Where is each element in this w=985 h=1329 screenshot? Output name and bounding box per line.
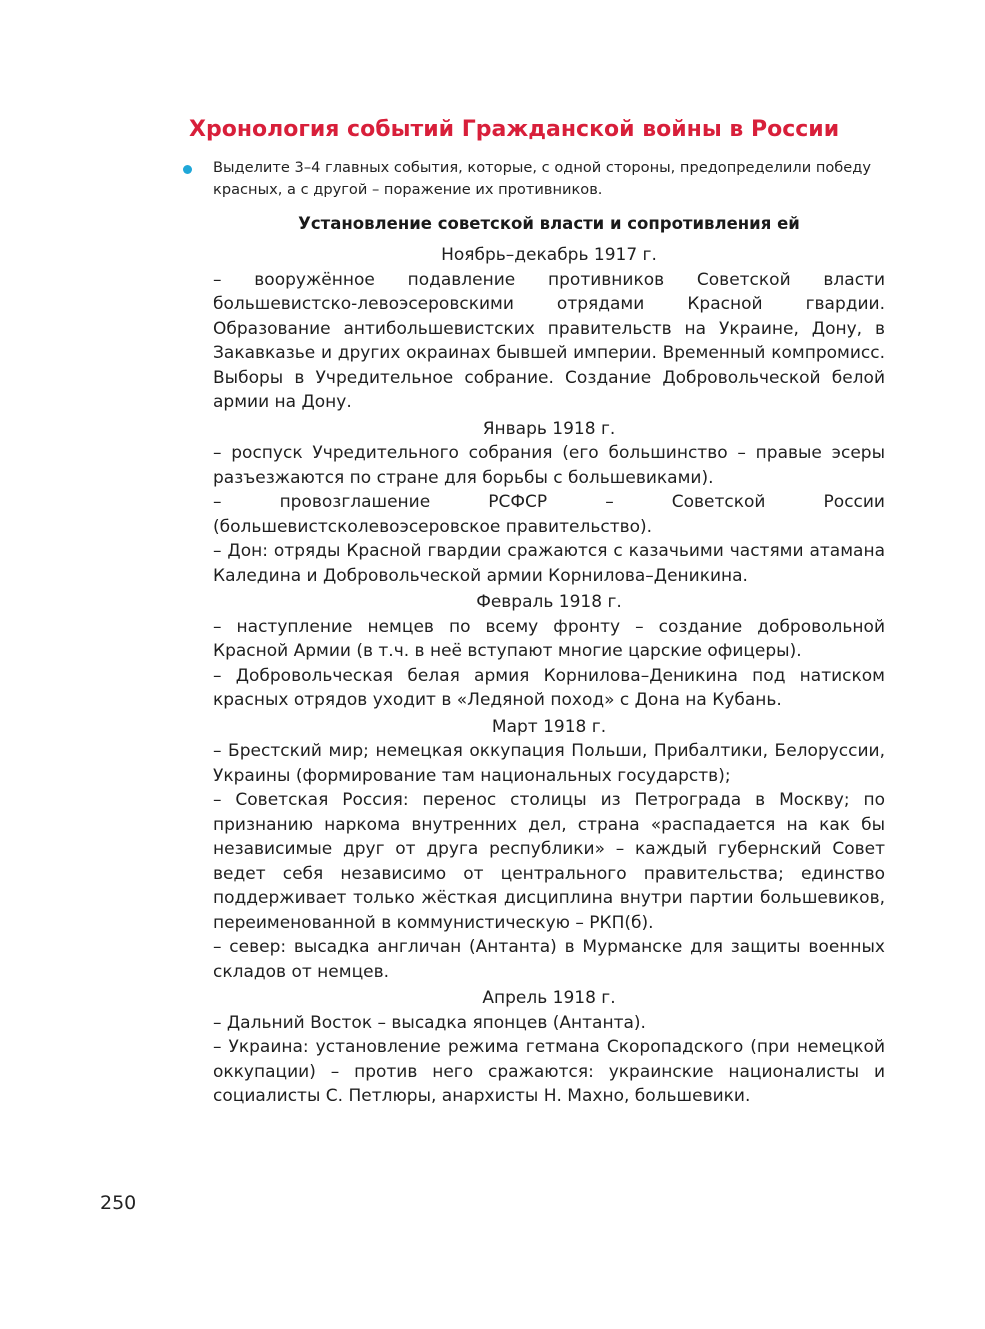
period-block-nov-dec-1917 <box>213 243 885 415</box>
event-paragraph: – Украина: установление режима гетмана Скоропадского (при немецкой оккупации) – против него сражаются: украинские националисты и социалисты С. Петлюры, анархисты Н. Махно, большевики. <box>213 1037 885 1106</box>
chronology-content <box>213 211 885 1109</box>
section-subtitle: Установление советской власти и сопротивления ей <box>298 214 800 233</box>
page-number: 250 <box>100 1192 137 1214</box>
period-date: Март 1918 г. <box>491 716 607 737</box>
event-paragraph: – провозглашение РСФСР – Советской России (большевистсколевоэсеровское правительство). <box>213 492 885 537</box>
event-paragraph: – роспуск Учредительного собрания (его большинство – правые эсеры разъезжаются по стране для борьбы с большевиками). <box>213 443 885 488</box>
event-paragraph: – наступление немцев по всему фронту – создание добровольной Красной Армии (в т.ч. в неё вступают многие царские офицеры). <box>213 616 885 661</box>
period-date: Февраль 1918 г. <box>476 592 622 612</box>
period-block-apr-1918 <box>213 986 885 1109</box>
event-paragraph: – север: высадка англичан (Антанта) в Мурманске для защиты военных складов от немцев. <box>213 937 885 982</box>
event-paragraph: – Брестский мир; немецкая оккупация Польши, Прибалтики, Белоруссии, Украины (формирование там национальных государств); <box>213 741 885 786</box>
page-title: Хронология событий Гражданской войны в России <box>189 117 840 142</box>
period-block-feb-1918 <box>213 590 885 713</box>
period-date: Апрель 1918 г. <box>482 988 616 1008</box>
period-date: Ноябрь–декабрь 1917 г. <box>441 245 657 265</box>
event-paragraph: – Дон: отряды Красной гвардии сражаются с казачьими частями атамана Каледина и Добровольческой армии Корнилова–Деникина. <box>213 541 885 586</box>
period-date: Январь 1918 г. <box>482 418 616 439</box>
period-block-jan-1918 <box>213 417 885 589</box>
event-paragraph: – Дальний Восток – высадка японцев (Антанта). <box>213 1012 646 1033</box>
event-paragraph: – Советская Россия: перенос столицы из Петрограда в Москву; по признанию наркома внутренних дел, страна «распадается на как бы независимые друг от друга республики» – каждый губернский Совет ведет себя независимо от центрального правительства; единство поддерживает только жёсткая дисциплина внутри партии большевиков, переименованной в коммунистическую – РКП(б). <box>213 790 885 933</box>
task-text: Выделите 3–4 главных события, которые, с одной стороны, предопределили победу красных, а с другой – поражение их противников. <box>213 159 872 198</box>
period-block-mar-1918 <box>213 715 885 985</box>
event-paragraph: – Добровольческая белая армия Корнилова–Деникина под натиском красных отрядов уходит в «Ледяной поход» с Дона на Кубань. <box>213 665 885 710</box>
event-paragraph: – вооружённое подавление противников Советской власти большевистско-левоэсеровскими отрядами Красной гвардии. Образование антибольшевистских правительств на Украине, Дону, в Закавказье и других окраинах бывшей империи. Временный компромисс. Выборы в Учредительное собрание. Создание Добровольческой белой армии на Дону. <box>213 269 885 412</box>
bullet-icon <box>183 165 192 174</box>
